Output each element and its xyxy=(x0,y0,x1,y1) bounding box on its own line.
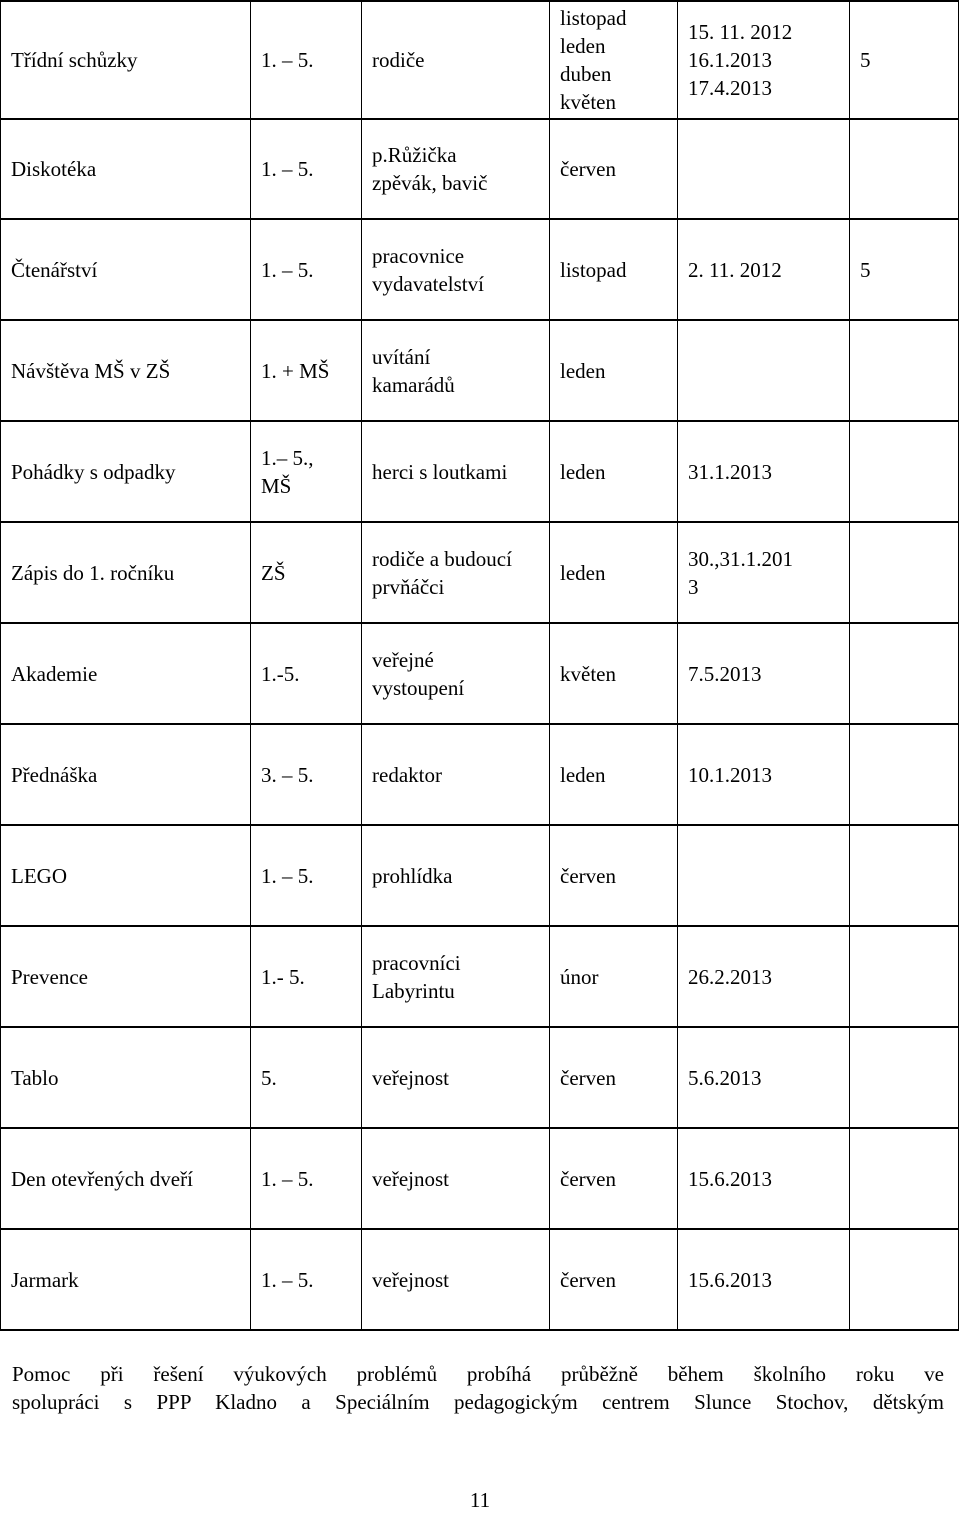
date-cell xyxy=(678,119,850,219)
participants-cell-text: pracovníci Labyrintu xyxy=(372,950,461,1003)
month-cell xyxy=(550,522,678,623)
grades-cell xyxy=(251,522,362,623)
paragraph-line: spolupráci s PPP Kladno a Speciálním pedagogickým centrem Slunce Stochov, dětským xyxy=(12,1390,944,1414)
grades-cell-text: 1. – 5. xyxy=(261,48,314,72)
participants-cell-text: veřejnost xyxy=(372,1267,449,1292)
date-cell xyxy=(678,219,850,320)
participants-cell-text: uvítání kamarádů xyxy=(372,344,455,397)
month-cell-text: červen xyxy=(560,1267,616,1292)
event-cell-text: Přednáška xyxy=(11,762,98,787)
participants-cell xyxy=(362,825,550,926)
count-cell xyxy=(850,219,959,320)
grades-cell xyxy=(251,320,362,421)
date-cell xyxy=(678,623,850,724)
event-cell-text: Jarmark xyxy=(11,1267,79,1292)
event-cell xyxy=(1,119,251,219)
event-cell xyxy=(1,421,251,522)
month-cell-text: květen xyxy=(560,661,616,686)
count-cell xyxy=(850,825,959,926)
grades-cell-text: 3. – 5. xyxy=(261,762,314,787)
event-cell xyxy=(1,1229,251,1330)
table-row xyxy=(1,1027,959,1128)
participants-cell xyxy=(362,119,550,219)
count-cell xyxy=(850,1027,959,1128)
month-cell xyxy=(550,320,678,421)
participants-cell xyxy=(362,623,550,724)
count-cell-text: 5 xyxy=(860,48,871,72)
date-cell xyxy=(678,522,850,623)
event-cell xyxy=(1,320,251,421)
participants-cell xyxy=(362,1,550,119)
grades-cell-text: 1. – 5. xyxy=(261,1166,314,1191)
date-cell xyxy=(678,825,850,926)
table-row xyxy=(1,119,959,219)
grades-cell xyxy=(251,1128,362,1229)
grades-cell-text: 1.- 5. xyxy=(261,964,305,989)
month-cell-text: leden xyxy=(560,358,606,383)
event-cell-text: Akademie xyxy=(11,661,98,686)
date-cell-text: 2. 11. 2012 xyxy=(688,257,782,282)
grades-cell-text: 1. – 5. xyxy=(261,257,314,282)
count-cell xyxy=(850,320,959,421)
support-paragraph xyxy=(12,1360,944,1416)
grades-cell xyxy=(251,219,362,320)
month-cell-text: leden xyxy=(560,560,606,585)
event-cell-text: Zápis do 1. ročníku xyxy=(11,560,175,585)
participants-cell-text: p.Růžička zpěvák, bavič xyxy=(372,143,488,195)
count-cell xyxy=(850,926,959,1027)
event-cell xyxy=(1,1027,251,1128)
table-row xyxy=(1,219,959,320)
count-cell xyxy=(850,421,959,522)
event-cell-text: Tablo xyxy=(11,1065,59,1090)
month-cell-text: leden xyxy=(560,459,606,484)
month-cell xyxy=(550,825,678,926)
count-cell xyxy=(850,1,959,119)
month-cell xyxy=(550,1,678,119)
date-cell xyxy=(678,1128,850,1229)
grades-cell-text: 1. – 5. xyxy=(261,157,314,181)
month-cell-text: listopad leden duben květen xyxy=(560,6,627,114)
count-cell xyxy=(850,724,959,825)
participants-cell xyxy=(362,522,550,623)
date-cell xyxy=(678,1,850,119)
date-cell-text: 5.6.2013 xyxy=(688,1065,762,1090)
grades-cell xyxy=(251,926,362,1027)
grades-cell xyxy=(251,724,362,825)
date-cell xyxy=(678,926,850,1027)
grades-cell-text: 1.-5. xyxy=(261,661,300,686)
paragraph-line: Pomoc při řešení výukových problémů probíhá průběžně během školního roku ve xyxy=(12,1362,944,1386)
participants-cell-text: redaktor xyxy=(372,762,442,787)
grades-cell xyxy=(251,825,362,926)
date-cell xyxy=(678,320,850,421)
event-cell-text: Diskotéka xyxy=(11,157,97,181)
date-cell xyxy=(678,724,850,825)
month-cell-text: červen xyxy=(560,157,616,181)
event-cell xyxy=(1,825,251,926)
month-cell xyxy=(550,119,678,219)
event-cell xyxy=(1,623,251,724)
grades-cell-text: 1.– 5., MŠ xyxy=(261,445,314,498)
participants-cell xyxy=(362,1027,550,1128)
event-cell xyxy=(1,1,251,119)
grades-cell-text: 1. – 5. xyxy=(261,863,314,888)
event-cell xyxy=(1,219,251,320)
count-cell xyxy=(850,623,959,724)
month-cell-text: listopad xyxy=(560,257,627,282)
table-row xyxy=(1,926,959,1027)
count-cell xyxy=(850,119,959,219)
date-cell-text: 31.1.2013 xyxy=(688,459,772,484)
grades-cell-text: ZŠ xyxy=(261,560,286,585)
participants-cell-text: veřejné vystoupení xyxy=(372,647,465,700)
table-row xyxy=(1,825,959,926)
participants-cell-text: veřejnost xyxy=(372,1166,449,1191)
participants-cell-text: herci s loutkami xyxy=(372,459,508,484)
date-cell xyxy=(678,1027,850,1128)
month-cell-text: červen xyxy=(560,1065,616,1090)
date-cell-text: 7.5.2013 xyxy=(688,661,762,686)
event-cell xyxy=(1,522,251,623)
month-cell xyxy=(550,421,678,522)
event-cell-text: Návštěva MŠ v ZŠ xyxy=(11,358,171,383)
table-row xyxy=(1,522,959,623)
event-cell xyxy=(1,1128,251,1229)
table-row xyxy=(1,421,959,522)
date-cell-text: 15.6.2013 xyxy=(688,1166,772,1191)
event-cell xyxy=(1,724,251,825)
date-cell-text: 15. 11. 2012 16.1.2013 17.4.2013 xyxy=(688,20,793,100)
grades-cell-text: 1. – 5. xyxy=(261,1267,314,1292)
grades-cell xyxy=(251,1229,362,1330)
event-cell-text: Čtenářství xyxy=(11,257,98,282)
grades-cell-text: 1. + MŠ xyxy=(261,358,330,383)
grades-cell xyxy=(251,1,362,119)
participants-cell xyxy=(362,421,550,522)
count-cell xyxy=(850,522,959,623)
event-cell-text: Třídní schůzky xyxy=(11,48,138,72)
table-row xyxy=(1,1229,959,1330)
month-cell-text: červen xyxy=(560,1166,616,1191)
month-cell xyxy=(550,1229,678,1330)
grades-cell xyxy=(251,1027,362,1128)
participants-cell xyxy=(362,219,550,320)
grades-cell xyxy=(251,421,362,522)
month-cell-text: únor xyxy=(560,964,599,989)
grades-cell xyxy=(251,623,362,724)
count-cell xyxy=(850,1229,959,1330)
month-cell xyxy=(550,926,678,1027)
date-cell xyxy=(678,1229,850,1330)
month-cell-text: leden xyxy=(560,762,606,787)
month-cell xyxy=(550,724,678,825)
event-cell xyxy=(1,926,251,1027)
month-cell xyxy=(550,1128,678,1229)
count-cell-text: 5 xyxy=(860,257,871,282)
month-cell xyxy=(550,623,678,724)
participants-cell xyxy=(362,1229,550,1330)
month-cell xyxy=(550,1027,678,1128)
table-row xyxy=(1,623,959,724)
date-cell-text: 26.2.2013 xyxy=(688,964,772,989)
page-number: 11 xyxy=(469,1488,491,1512)
event-cell-text: Prevence xyxy=(11,964,88,989)
grades-cell xyxy=(251,119,362,219)
participants-cell xyxy=(362,320,550,421)
date-cell-text: 10.1.2013 xyxy=(688,762,772,787)
table-row xyxy=(1,724,959,825)
participants-cell xyxy=(362,926,550,1027)
events-table-body xyxy=(1,1,959,1330)
participants-cell-text: pracovnice vydavatelství xyxy=(372,243,484,296)
count-cell xyxy=(850,1128,959,1229)
event-cell-text: Pohádky s odpadky xyxy=(11,459,176,484)
participants-cell xyxy=(362,1128,550,1229)
date-cell xyxy=(678,421,850,522)
month-cell-text: červen xyxy=(560,863,616,888)
table-row xyxy=(1,1,959,119)
event-cell-text: LEGO xyxy=(11,863,67,888)
event-cell-text: Den otevřených dveří xyxy=(11,1166,193,1191)
month-cell xyxy=(550,219,678,320)
participants-cell-text: veřejnost xyxy=(372,1065,449,1090)
table-row xyxy=(1,320,959,421)
participants-cell-text: rodiče a budoucí prvňáčci xyxy=(372,546,512,599)
participants-cell-text: prohlídka xyxy=(372,863,453,888)
date-cell-text: 15.6.2013 xyxy=(688,1267,772,1292)
date-cell-text: 30.,31.1.201 3 xyxy=(688,546,793,599)
participants-cell-text: rodiče xyxy=(372,48,425,72)
participants-cell xyxy=(362,724,550,825)
grades-cell-text: 5. xyxy=(261,1065,277,1090)
table-row xyxy=(1,1128,959,1229)
